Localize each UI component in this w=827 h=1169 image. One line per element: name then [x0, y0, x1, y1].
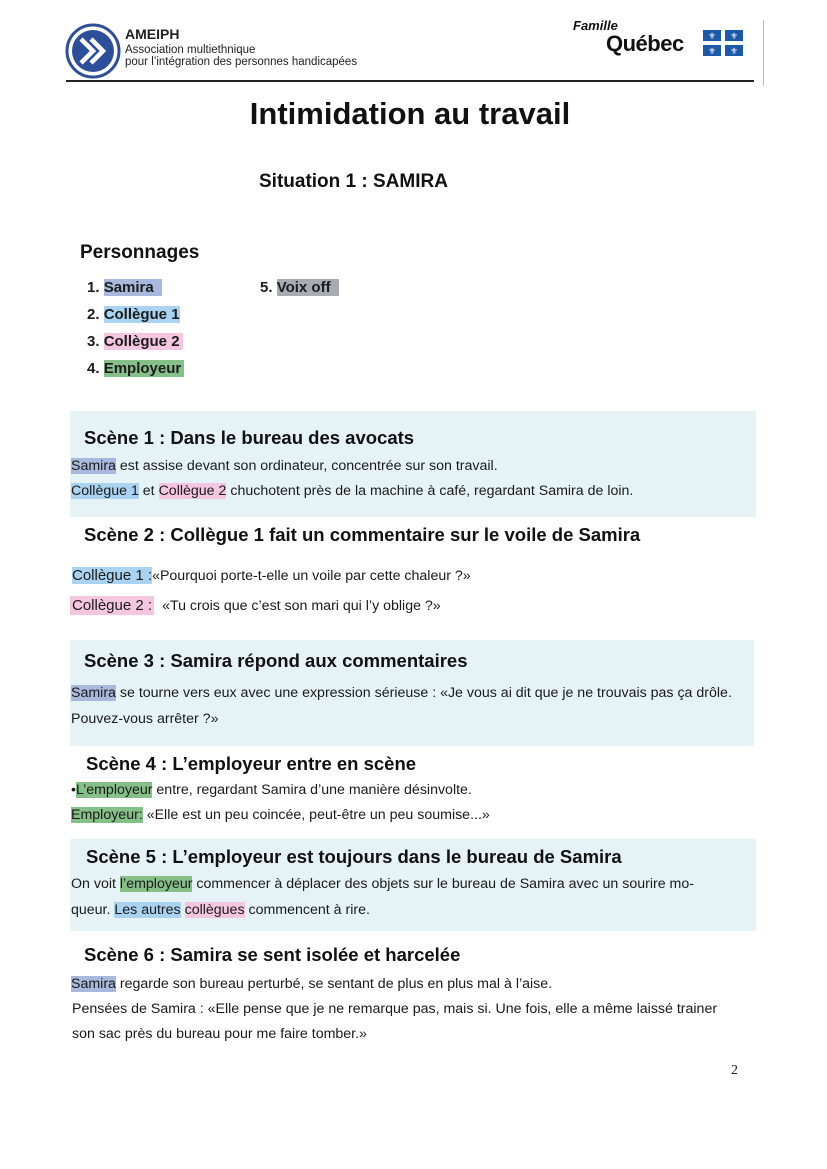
scene-2-line-2: Collègue 2 : «Tu crois que c’est son mari qui l’y oblige ?»	[72, 597, 441, 614]
page-title: Intimidation au travail	[249, 96, 571, 131]
situation-subtitle: Situation 1 : SAMIRA	[259, 171, 448, 192]
svg-text:⚜: ⚜	[707, 47, 717, 56]
character-tag: collègues	[184, 902, 245, 918]
character-item	[87, 279, 162, 296]
page-number: 2	[731, 1063, 738, 1078]
scene-4-title: Scène 4 : L’employeur entre en scène	[86, 753, 417, 774]
scene-4-line-1: •L’employeur entre, regardant Samira d’une manière désinvolte.	[71, 782, 472, 798]
svg-text:⚜: ⚜	[729, 47, 739, 56]
gov-big-label: Québec	[606, 31, 684, 56]
character-name: Samira	[104, 279, 162, 296]
character-tag: Collègue 1 :	[72, 567, 153, 584]
scene-5-line-2: queur. Les autres collègues commencent à rire.	[71, 902, 370, 918]
character-tag: Samira	[71, 976, 116, 992]
character-number: 3.	[87, 333, 100, 350]
character-tag: l’employeur	[119, 876, 193, 892]
character-tag: Les autres	[114, 902, 181, 918]
gov-small-label: Famille	[573, 18, 618, 33]
character-name: Employeur	[104, 360, 185, 377]
ameiph-logo	[65, 23, 121, 79]
scene-3-line-1: Samira se tourne vers eux avec une expression sérieuse : «Je vous ai dit que je ne trouvais pas ça drôle.	[71, 685, 732, 701]
character-item	[87, 360, 184, 377]
scene-6-title: Scène 6 : Samira se sent isolée et harcelée	[84, 944, 461, 965]
scene-3-line-2: Pouvez-vous arrêter ?»	[71, 711, 219, 727]
character-tag: Collègue 2	[158, 483, 227, 499]
scene-1-title: Scène 1 : Dans le bureau des avocats	[84, 427, 415, 448]
character-name: Collègue 1	[103, 306, 180, 323]
svg-text:⚜: ⚜	[707, 32, 717, 42]
character-number: 5.	[260, 279, 273, 296]
header-vertical-divider	[763, 20, 764, 86]
character-item	[87, 333, 183, 350]
character-tag: Collègue 1	[71, 483, 139, 499]
character-number: 1.	[87, 279, 100, 296]
org-name-line2: pour l’intégration des personnes handicapées	[125, 56, 358, 68]
ameiph-logo-icon	[65, 23, 121, 79]
scene-1-line-2: Collègue 1 et Collègue 2 chuchotent près de la machine à café, regardant Samira de loin.	[71, 483, 634, 499]
scene-6-line-2: Pensées de Samira : «Elle pense que je ne remarque pas, mais si. Une fois, elle a même laissé trainer	[72, 1001, 718, 1017]
org-acronym: AMEIPH	[125, 26, 180, 42]
header-rule	[66, 80, 754, 82]
scene-6-line-3: son sac près du bureau pour me faire tomber.»	[72, 1026, 367, 1042]
org-name-line1: Association multiethnique	[125, 44, 256, 56]
scene-4-line-2: Employeur: «Elle est un peu coincée, peut-être un peu soumise...»	[71, 807, 490, 823]
scene-5-line-1: On voit l’employeur commencer à déplacer des objets sur le bureau de Samira avec un sourire mo-	[71, 876, 694, 892]
personnages-heading: Personnages	[80, 242, 200, 263]
character-name: Voix off	[277, 279, 339, 296]
scene-3-title: Scène 3 : Samira répond aux commentaires	[84, 650, 468, 671]
character-tag: Collègue 2 :	[72, 597, 153, 614]
character-tag: Samira	[71, 685, 116, 701]
scene-5-title: Scène 5 : L’employeur est toujours dans le bureau de Samira	[86, 846, 622, 867]
scene-2-title: Scène 2 : Collègue 1 fait un commentaire sur le voile de Samira	[84, 524, 641, 545]
scene-1-line-1: Samira est assise devant son ordinateur, concentrée sur son travail.	[71, 458, 498, 474]
character-name: Collègue 2	[104, 333, 183, 350]
character-tag: Samira	[71, 458, 116, 474]
character-number: 4.	[87, 360, 100, 377]
character-tag: L’employeur	[75, 782, 153, 798]
character-item	[87, 306, 180, 323]
character-number: 2.	[87, 306, 100, 323]
svg-text:⚜: ⚜	[729, 32, 739, 42]
character-tag: Employeur:	[71, 807, 143, 823]
scene-2-line-1: Collègue 1 :«Pourquoi porte-t-elle un voile par cette chaleur ?»	[72, 567, 471, 584]
scene-6-line-1: Samira regarde son bureau perturbé, se sentant de plus en plus mal à l’aise.	[71, 976, 553, 992]
character-item	[260, 279, 339, 296]
quebec-flag-icon	[703, 30, 743, 56]
